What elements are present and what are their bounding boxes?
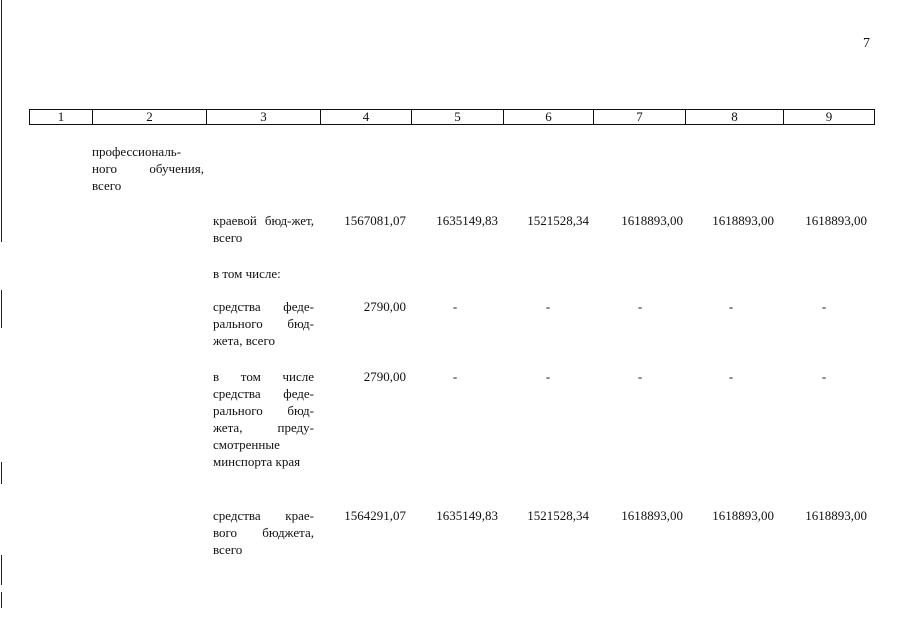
table-cell: 1521528,34 [527, 213, 589, 228]
table-cell: - [545, 369, 551, 384]
header-cell-9: 9 [825, 109, 833, 124]
row-label-including: в том числе: [213, 266, 281, 281]
table-cell: 1635149,83 [436, 508, 498, 523]
header-cell-6: 6 [504, 110, 594, 124]
margin-mark [1, 555, 2, 585]
header-cell-8: 8 [686, 110, 784, 124]
table-cell: - [545, 299, 551, 314]
table-cell: 2790,00 [363, 369, 406, 384]
table-cell: 1618893,00 [805, 508, 867, 523]
table-cell: - [452, 299, 458, 314]
table-cell: 1618893,00 [712, 213, 774, 228]
row-category-label: профессиональ-ного обучения, всего [92, 144, 204, 193]
table-cell: - [728, 299, 734, 314]
table-cell: - [637, 369, 643, 384]
table-cell: 1618893,00 [712, 508, 774, 523]
page-number: 7 [863, 36, 870, 51]
margin-mark [1, 0, 2, 242]
table-cell: 1618893,00 [621, 508, 683, 523]
row-label-regional-budget: краевой бюд-жет, всего [213, 213, 314, 245]
table-cell: 1618893,00 [805, 213, 867, 228]
header-cell-4: 4 [321, 110, 412, 124]
column-number-header [29, 109, 875, 125]
table-cell: 1618893,00 [621, 213, 683, 228]
table-cell: 1564291,07 [344, 508, 406, 523]
table-cell: - [452, 369, 458, 384]
table-cell: 1567081,07 [344, 213, 406, 228]
table-cell: 1635149,83 [436, 213, 498, 228]
header-cell-7: 7 [594, 110, 686, 124]
margin-mark [1, 592, 2, 608]
header-cell-1: 1 [30, 110, 93, 124]
header-cell-5: 5 [412, 110, 504, 124]
header-cell-2: 2 [93, 110, 207, 124]
table-cell: - [728, 369, 734, 384]
table-cell: 2790,00 [363, 299, 406, 314]
table-cell: - [821, 299, 827, 314]
table-cell: - [637, 299, 643, 314]
header-cell-3: 3 [207, 110, 321, 124]
row-label-federal-funds-minsport: в том числе средства феде-рального бюд-жета, преду-смотренные минспорта края [213, 369, 314, 469]
margin-mark [1, 290, 2, 328]
table-cell: - [821, 369, 827, 384]
row-label-regional-funds: средства крае-вого бюджета, всего [213, 508, 314, 557]
table-cell: 1521528,34 [527, 508, 589, 523]
margin-mark [1, 462, 2, 484]
row-label-federal-funds: средства феде-рального бюд-жета, всего [213, 299, 314, 348]
